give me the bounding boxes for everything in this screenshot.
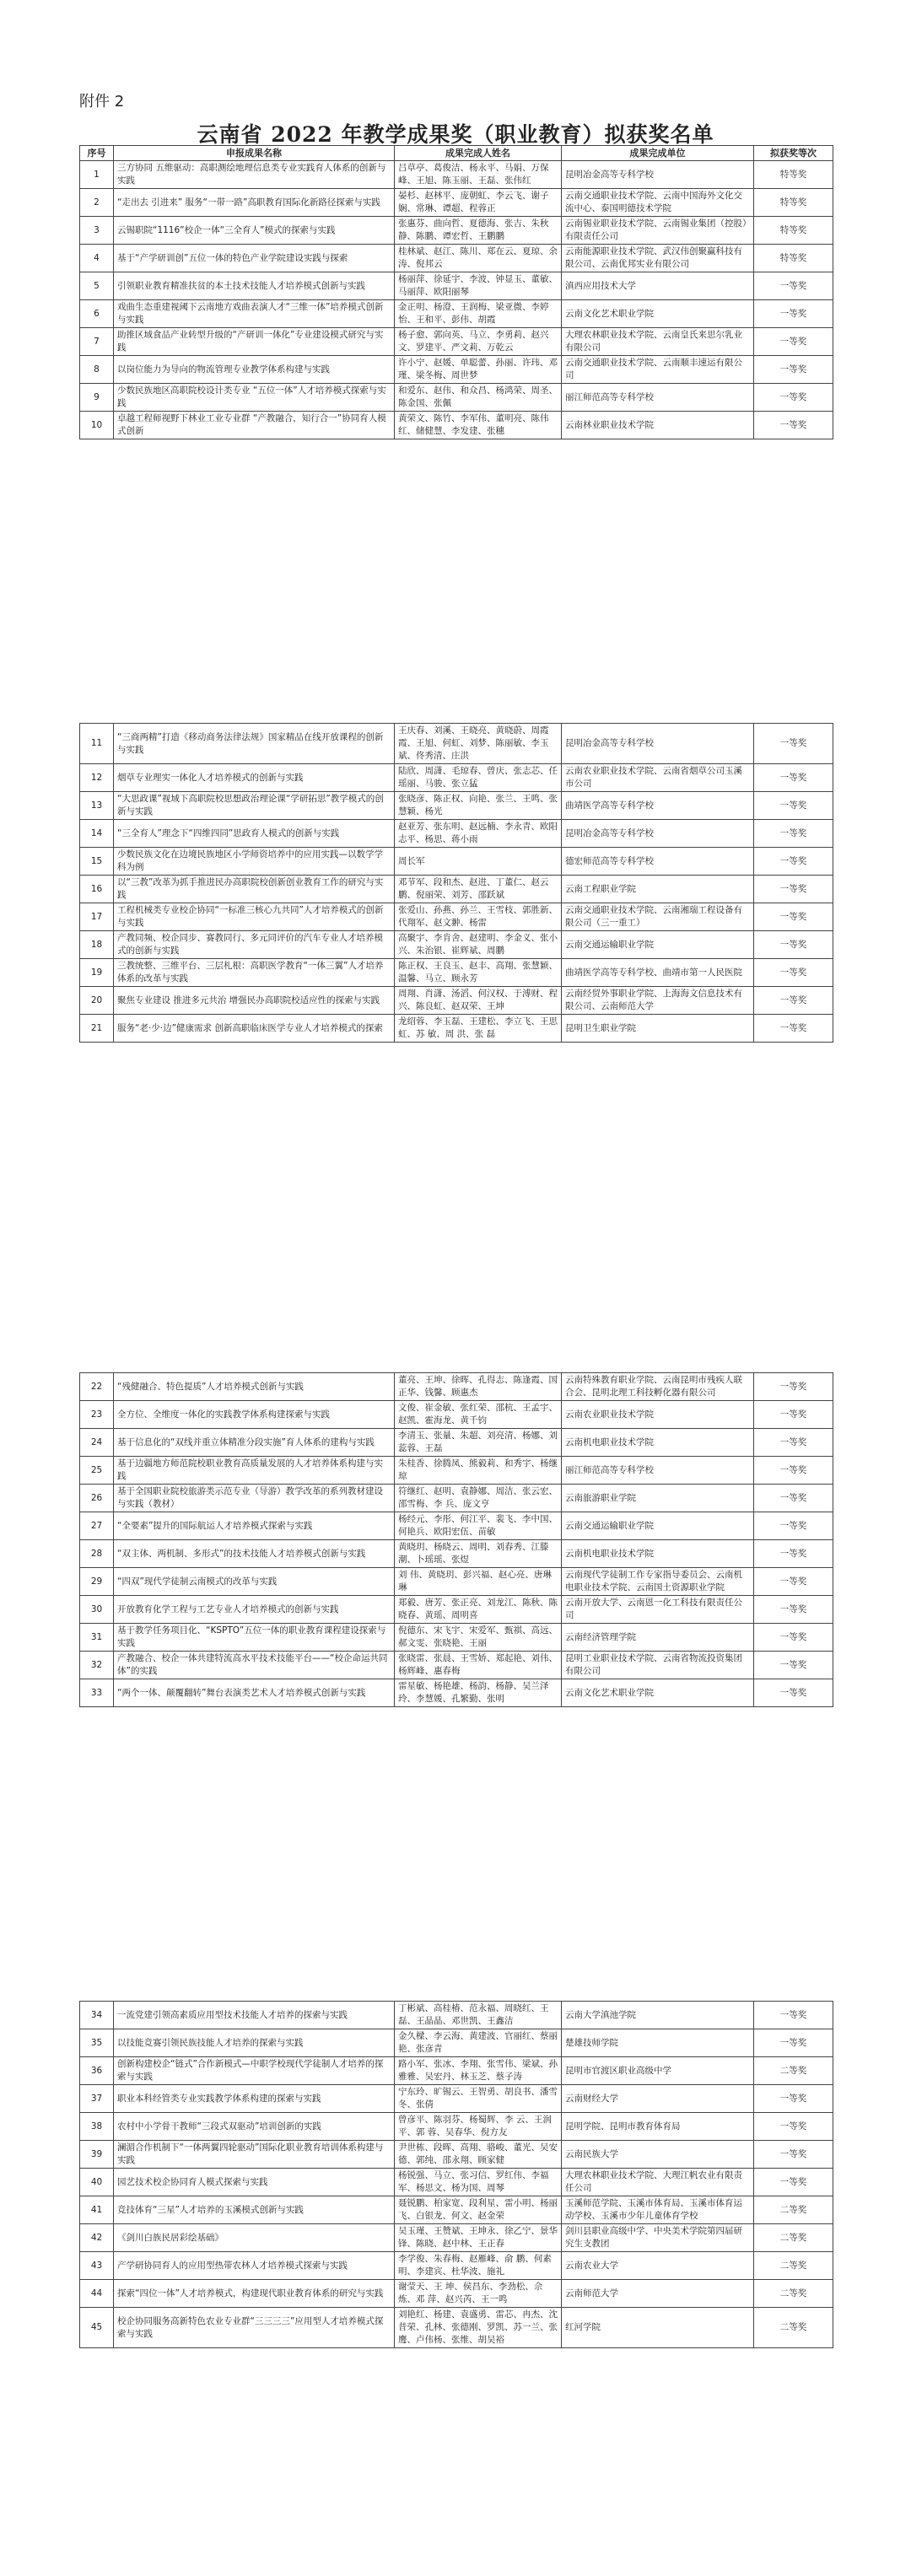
- table-row: [80, 1457, 833, 1485]
- achievement-name: 基于边疆地方师范院校职业教育高质量发展的人才培养体系构建与实践: [114, 1457, 395, 1485]
- row-number: 3: [80, 217, 114, 245]
- institution: 云南交通职业技术学院、云南中国海外文化交流中心、泰国明德技术学院: [562, 189, 754, 217]
- institution: 云南工程职业学院: [562, 876, 754, 903]
- table-row: [80, 272, 833, 300]
- contributors: 张晓雷、张晨、王雪娇、郑起艳、刘伟、杨辉峰、惠春梅: [395, 1652, 562, 1679]
- table-row: [80, 412, 833, 439]
- award-level: 一等奖: [754, 1679, 833, 1707]
- table-row: [80, 2224, 833, 2252]
- contributors: 张晓彦、陈正权、向艳、张兰、王鸣、张慧颖、杨光: [395, 792, 562, 820]
- achievement-name: 基于教学任务项目化、“KSPTO”五位一体的职业教育课程建设探索与实践: [114, 1624, 395, 1652]
- award-level: 一等奖: [754, 876, 833, 903]
- institution: 昆明冶金高等专科学校: [562, 161, 754, 189]
- table-row: [80, 1624, 833, 1652]
- achievement-name: 基于信息化的“双线并重立体精准分段实施”育人体系的建构与实践: [114, 1429, 395, 1457]
- table-row: [80, 189, 833, 217]
- table-row: [80, 161, 833, 189]
- award-level: 一等奖: [754, 412, 833, 439]
- award-level: 特等奖: [754, 189, 833, 217]
- award-level: 一等奖: [754, 2029, 833, 2057]
- achievement-name: 一流党建引领高素质应用型技术技能人才培养的探索与实践: [114, 2002, 395, 2029]
- table-row: [80, 724, 833, 764]
- award-level: 一等奖: [754, 848, 833, 876]
- table-row: [80, 1429, 833, 1457]
- row-number: 15: [80, 848, 114, 876]
- award-level: 一等奖: [754, 2002, 833, 2029]
- institution: 云南师范大学: [562, 2280, 754, 2308]
- contributors: 金久樑、李云海、黄建波、官丽红、蔡丽艳、张彦青: [395, 2029, 562, 2057]
- attachment-label: 附件 2: [79, 93, 125, 110]
- institution: 大理农林职业技术学院、云南皇氏来思尔乳业有限公司: [562, 328, 754, 356]
- awards-table-page-1: [79, 145, 833, 439]
- achievement-name: 产学研协同育人的应用型热带农林人才培养模式探索与实践: [114, 2252, 395, 2280]
- table-row: [80, 2141, 833, 2169]
- contributors: 杨子愈、郭向英、马立、李勇莉、赵兴文、罗建平、严文莉、万乾云: [395, 328, 562, 356]
- award-level: 一等奖: [754, 764, 833, 792]
- award-level: 二等奖: [754, 2252, 833, 2280]
- row-number: 39: [80, 2141, 114, 2169]
- table-row: [80, 2308, 833, 2348]
- table-row: [80, 820, 833, 848]
- award-level: 一等奖: [754, 300, 833, 328]
- institution: 昆明冶金高等专科学校: [562, 820, 754, 848]
- row-number: 8: [80, 356, 114, 384]
- achievement-name: 少数民族地区高职院校设计类专业 “五位一体”人才培养模式探索与实践: [114, 384, 395, 412]
- institution: 云南现代学徒制工作专家指导委员会、云南机电职业技术学院、云南国土资源职业学院: [562, 1568, 754, 1596]
- row-number: 9: [80, 384, 114, 412]
- institution: 云南文化艺术职业学院: [562, 300, 754, 328]
- contributors: 高聚宇、李肯舍、赵建明、李金义、张小兴、朱治银、崔辉斌、周鹏: [395, 931, 562, 959]
- contributors: 周长军: [395, 848, 562, 876]
- achievement-name: 《剑川白族民居彩绘基础》: [114, 2224, 395, 2252]
- award-level: 一等奖: [754, 272, 833, 300]
- row-number: 24: [80, 1429, 114, 1457]
- row-number: 32: [80, 1652, 114, 1679]
- table-row: [80, 245, 833, 272]
- table-row: [80, 2057, 833, 2085]
- award-level: 一等奖: [754, 724, 833, 764]
- award-level: 一等奖: [754, 931, 833, 959]
- institution: 云南财经大学: [562, 2085, 754, 2113]
- achievement-name: 聚焦专业建设 推进多元共治 增强民办高职院校适应性的探索与实践: [114, 987, 395, 1015]
- achievement-name: “大思政课”视域下高职院校思想政治理论课“学研拓思”教学模式的创新与实践: [114, 792, 395, 820]
- institution: 云南经贸外事职业学院、上海海文信息技术有限公司、云南师范大学: [562, 987, 754, 1015]
- achievement-name: 工程机械类专业校企协同“一标准三核心九共同”人才培养模式的创新与实践: [114, 903, 395, 931]
- institution: 昆明学院、昆明市教育体育局: [562, 2113, 754, 2141]
- awards-table-page-2: [79, 723, 833, 1043]
- contributors: 张惠芬、曲向哲、夏德海、张吉、朱秋静、陈鹏、谭宏哲、王鹏鹏: [395, 217, 562, 245]
- row-number: 26: [80, 1485, 114, 1512]
- contributors: 刘艳红、杨建、袁盛勇、雷芯、冉杰、沈昔荣、孔林、张德刚、罗凯、苏一兰、张鹰、卢伟杨、张维、胡吴裕: [395, 2308, 562, 2348]
- row-number: 28: [80, 1540, 114, 1568]
- contributors: 曾彦平、陈羽芬、杨蜀辉、李 云、王润平、郭 蓉、吴春华、倪方友: [395, 2113, 562, 2141]
- award-level: 一等奖: [754, 1373, 833, 1401]
- table-row: [80, 987, 833, 1015]
- contributors: 邓节军、段和杰、赵进、丁董仁、赵云鹏、倪丽荣、刘芳、邵跃斌: [395, 876, 562, 903]
- award-level: 一等奖: [754, 1652, 833, 1679]
- row-number: 17: [80, 903, 114, 931]
- achievement-name: “两个一体、颠覆翻转”舞台表演类艺术人才培养模式创新与实践: [114, 1679, 395, 1707]
- table-row: [80, 1485, 833, 1512]
- contributors: 谢莹天、王 坤、侯昌东、李劲松、佘炼、邓 萍、赵兴芮、王一鸣: [395, 2280, 562, 2308]
- institution: 云南大学滇池学院: [562, 2002, 754, 2029]
- institution: 大理农林职业技术学院、大理江帆农业有限责任公司: [562, 2169, 754, 2196]
- institution: 滇西应用技术大学: [562, 272, 754, 300]
- row-number: 25: [80, 1457, 114, 1485]
- award-level: 特等奖: [754, 161, 833, 189]
- award-level: 一等奖: [754, 1457, 833, 1485]
- contributors: 雷星敏、杨艳雄、杨韵、杨静、吴兰泽玲、李慧媛、孔繁勤、张明: [395, 1679, 562, 1707]
- award-level: 一等奖: [754, 792, 833, 820]
- award-level: 一等奖: [754, 1512, 833, 1540]
- award-level: 二等奖: [754, 2057, 833, 2085]
- table-row: [80, 2252, 833, 2280]
- contributors: 符继红、赵明、袁静娜、周洁、张云宏、邵雪梅、李 兵、庞文亨: [395, 1485, 562, 1512]
- contributors: 尹世栋、段晖、高翔、骆峻、董光、吴安德、郭纯、邵永翔、顾家健: [395, 2141, 562, 2169]
- contributors: 黄晓玥、杨晓云、周明、刘春秀、江滕潮、卜瑶瑶、张煜: [395, 1540, 562, 1568]
- contributors: 吕草亭、葛俊洁、杨永平、马娟、万保峰、王旭、陈玉丽、王磊、张伟红: [395, 161, 562, 189]
- achievement-name: 校企协同服务高新特色农业专业群“三三三三”应用型人才培养模式探索与实践: [114, 2308, 395, 2348]
- row-number: 42: [80, 2224, 114, 2252]
- contributors: 杨经元、李彤、何江平、裴飞、李中国、何艳兵、欧阳宏伍、苗敏: [395, 1512, 562, 1540]
- institution: 云南农业职业技术学院、云南省烟草公司玉溪市公司: [562, 764, 754, 792]
- row-number: 2: [80, 189, 114, 217]
- column-header: 成果完成单位: [562, 146, 754, 161]
- achievement-name: 云锡职院“1116”校企一体“三全育人”模式的探索与实践: [114, 217, 395, 245]
- institution: 云南机电职业技术学院: [562, 1540, 754, 1568]
- institution: 德宏师范高等专科学校: [562, 848, 754, 876]
- column-header: 申报成果名称: [114, 146, 395, 161]
- table-row: [80, 2113, 833, 2141]
- table-row: [80, 217, 833, 245]
- table-row: [80, 931, 833, 959]
- award-level: 一等奖: [754, 2085, 833, 2113]
- institution: 云南交通职业技术学院、云南顺丰速运有限公司: [562, 356, 754, 384]
- table-row: [80, 1373, 833, 1401]
- contributors: 王庆春、刘溪、王晓亮、黄晓蔚、周霞霞、王旭、何虹、刘梦、陈丽敏、李玉斌、佟秀清、庄洪: [395, 724, 562, 764]
- table-row: [80, 1568, 833, 1596]
- row-number: 14: [80, 820, 114, 848]
- contributors: 黄荣文、陈竹、李军伟、董明亮、陈伟红、储健慧、李发建、张穗: [395, 412, 562, 439]
- table-row: [80, 876, 833, 903]
- institution: 云南林业职业技术学院: [562, 412, 754, 439]
- contributors: 晏杉、赵林平、庞朝虹、李云飞、谢子娴、常琳、谭超、程蓉正: [395, 189, 562, 217]
- row-number: 44: [80, 2280, 114, 2308]
- institution: 云南开放大学、云南恩一化工科技有限责任公司: [562, 1596, 754, 1624]
- award-level: 一等奖: [754, 987, 833, 1015]
- award-level: 一等奖: [754, 1015, 833, 1043]
- row-number: 16: [80, 876, 114, 903]
- contributors: 李学俊、朱春梅、赵雁峰、俞 鹏、何素明、李建宾、杜华波、施礼: [395, 2252, 562, 2280]
- contributors: 丁彬斌、高桂椿、范永福、周晓红、王磊、王晶晶、邓世凯、王鑫洁: [395, 2002, 562, 2029]
- contributors: 和爱东、赵伟、和众昌、杨鸿荣、周圣、陈金国、张佩: [395, 384, 562, 412]
- achievement-name: 产教同频、校企同步、赛教同行、多元同评价的汽车专业人才培养模式的创新与实践: [114, 931, 395, 959]
- row-number: 31: [80, 1624, 114, 1652]
- achievement-name: 引领职业教育精准扶贫的本土技术技能人才培养模式创新与实践: [114, 272, 395, 300]
- contributors: 朱桂香、徐腾凤、熊毅莉、和秀宇、杨继琼: [395, 1457, 562, 1485]
- table-row: [80, 2002, 833, 2029]
- row-number: 13: [80, 792, 114, 820]
- award-level: 一等奖: [754, 1568, 833, 1596]
- row-number: 41: [80, 2196, 114, 2224]
- institution: 曲靖医学高等专科学校: [562, 792, 754, 820]
- table-row: [80, 1015, 833, 1043]
- award-level: 一等奖: [754, 1596, 833, 1624]
- row-number: 43: [80, 2252, 114, 2280]
- awards-table-page-4: [79, 2001, 833, 2348]
- row-number: 5: [80, 272, 114, 300]
- achievement-name: “三全育人”理念下“四维四同”思政育人模式的创新与实践: [114, 820, 395, 848]
- contributors: 李清玉、张量、朱超、刘亮清、杨娜、刘蕊蓉、王磊: [395, 1429, 562, 1457]
- table-row: [80, 959, 833, 987]
- award-level: 一等奖: [754, 384, 833, 412]
- row-number: 45: [80, 2308, 114, 2348]
- achievement-name: “残健融合、特色提质”人才培养模式创新与实践: [114, 1373, 395, 1401]
- table-row: [80, 1512, 833, 1540]
- institution: 丽江师范高等专科学校: [562, 384, 754, 412]
- achievement-name: 探索“四位一体”人才培养模式，构建现代职业教育体系的研究与实践: [114, 2280, 395, 2308]
- institution: 云南文化艺术职业学院: [562, 1679, 754, 1707]
- institution: 丽江师范高等专科学校: [562, 1457, 754, 1485]
- achievement-name: 竞技体育“三星”人才培养的玉溪模式创新与实践: [114, 2196, 395, 2224]
- institution: 云南机电职业技术学院: [562, 1429, 754, 1457]
- awards-table-page-3: [79, 1372, 833, 1707]
- award-level: 一等奖: [754, 903, 833, 931]
- achievement-name: 农村中小学骨干教师“三段式双驱动”培训创新的实践: [114, 2113, 395, 2141]
- contributors: 杨锐强、马立、张习信、罗红伟、李福军、杨思文、杨为国、周琴: [395, 2169, 562, 2196]
- table-row: [80, 328, 833, 356]
- institution: 云南民族大学: [562, 2141, 754, 2169]
- contributors: 陆欣、周潇、毛琼春、曾庆、张志芯、任瑶丽、马骏、张立猛: [395, 764, 562, 792]
- table-row: [80, 2196, 833, 2224]
- table-row: [80, 764, 833, 792]
- achievement-name: 助推区域食品产业转型升级的“产研训一体化”专业建设模式研究与实践: [114, 328, 395, 356]
- award-level: 特等奖: [754, 217, 833, 245]
- achievement-name: “双主体、两机制、多形式”的技术技能人才培养模式创新与实践: [114, 1540, 395, 1568]
- table-row: [80, 2280, 833, 2308]
- institution: 昆明工业职业技术学院、云南省物流投资集团有限公司: [562, 1652, 754, 1679]
- achievement-name: 少数民族文化在边境民族地区小学师资培养中的应用实践—以数学学科为例: [114, 848, 395, 876]
- row-number: 12: [80, 764, 114, 792]
- row-number: 19: [80, 959, 114, 987]
- row-number: 6: [80, 300, 114, 328]
- award-level: 一等奖: [754, 2169, 833, 2196]
- row-number: 1: [80, 161, 114, 189]
- institution: 曲靖医学高等专科学校、曲靖市第一人民医院: [562, 959, 754, 987]
- institution: 云南特殊教育职业学院、云南昆明市残疾人联合会、昆明北理工科技孵化器有限公司: [562, 1373, 754, 1401]
- award-level: 一等奖: [754, 2141, 833, 2169]
- row-number: 34: [80, 2002, 114, 2029]
- achievement-name: 澜湄合作机制下“一体两翼四轮驱动”国际化职业教育培训体系构建与实践: [114, 2141, 395, 2169]
- achievement-name: 基于“产学研训创”五位一体的特色产业学院建设实践与探索: [114, 245, 395, 272]
- table-row: [80, 1540, 833, 1568]
- contributors: 聂锐鹏、柏家宽、段利星、雷小明、杨丽飞、白银龙、何文、赵金荣: [395, 2196, 562, 2224]
- achievement-name: “全要素”提升的国际航运人才培养模式探索与实践: [114, 1512, 395, 1540]
- contributors: 桂林斌、赵江、陈川、郑在云、夏琼、余涛、倪邦云: [395, 245, 562, 272]
- achievement-name: 烟草专业理实一体化人才培养模式的创新与实践: [114, 764, 395, 792]
- institution: 云南旅游职业学院: [562, 1485, 754, 1512]
- award-level: 一等奖: [754, 356, 833, 384]
- achievement-name: 三教统整、三维平台、三层札根：高职医学教育“一体三翼”人才培养体系的改革与实践: [114, 959, 395, 987]
- institution: 云南交通运输职业学院: [562, 931, 754, 959]
- contributors: 宁东玲、旷锡云、王智勇、胡良书、潘雪冬、张倩: [395, 2085, 562, 2113]
- row-number: 21: [80, 1015, 114, 1043]
- achievement-name: 创新构建校企“链式”合作新模式—中职学校现代学徒制人才培养的探索与实践: [114, 2057, 395, 2085]
- institution: 昆明市官渡区职业高级中学: [562, 2057, 754, 2085]
- row-number: 11: [80, 724, 114, 764]
- award-level: 特等奖: [754, 245, 833, 272]
- contributors: 郑毅、唐芳、张正亮、刘龙江、陈秋、陈晓春、黄瑶、周明喜: [395, 1596, 562, 1624]
- award-level: 一等奖: [754, 820, 833, 848]
- row-number: 22: [80, 1373, 114, 1401]
- row-number: 23: [80, 1401, 114, 1429]
- achievement-name: 以“三教”改革为抓手推进民办高职院校创新创业教育工作的研究与实践: [114, 876, 395, 903]
- contributors: 刘 伟、黄晓玥、彭兴福、赵心亮、唐琳琳: [395, 1568, 562, 1596]
- contributors: 文俊、崔金敏、张红荣、邵杭、王孟宇、赵凯、霍海龙、黄千钧: [395, 1401, 562, 1429]
- achievement-name: 卓越工程师视野下林业工业专业群 “产教融合，知行合一”协同育人模式创新: [114, 412, 395, 439]
- contributors: 杨丽萍、徐延宇、李波、钟显玉、董敏、马丽萍、欧阳丽琴: [395, 272, 562, 300]
- institution: 云南锡业职业技术学院、云南锡业集团（控股）有限责任公司: [562, 217, 754, 245]
- table-row: [80, 1401, 833, 1429]
- institution: 云南交通运输职业学院: [562, 1512, 754, 1540]
- institution: 红河学院: [562, 2308, 754, 2348]
- achievement-name: 全方位、全维度一体化的实践教学体系构建探索与实践: [114, 1401, 395, 1429]
- table-row: [80, 1652, 833, 1679]
- row-number: 38: [80, 2113, 114, 2141]
- award-level: 二等奖: [754, 2196, 833, 2224]
- institution: 云南交通职业技术学院、云南湘瑞工程设备有限公司（三一重工）: [562, 903, 754, 931]
- row-number: 20: [80, 987, 114, 1015]
- table-row: [80, 384, 833, 412]
- page-title: 云南省 2022 年教学成果奖（职业教育）拟获奖名单: [197, 122, 714, 147]
- achievement-name: 产教融合、校企一体共建特流高水平技术技能平台——“校企命运共同体”的实践: [114, 1652, 395, 1679]
- contributors: 吴玉瑾、王赞斌、王坤永、徐乙宁、景华锋、陈晓、赵中林、王正春: [395, 2224, 562, 2252]
- award-level: 一等奖: [754, 1540, 833, 1568]
- institution: 昆明冶金高等专科学校: [562, 724, 754, 764]
- table-row: [80, 2169, 833, 2196]
- contributors: 周翔、肖潇、汤滔、何汉权、于溥财、程兴、陈良虹、赵双荣、王坤: [395, 987, 562, 1015]
- institution: 云南农业职业技术学院: [562, 1401, 754, 1429]
- achievement-name: 戏曲生态重建视阈下云南地方戏曲表演人才“三维一体”培养模式创新与实践: [114, 300, 395, 328]
- row-number: 18: [80, 931, 114, 959]
- institution: 云南经济管理学院: [562, 1624, 754, 1652]
- award-level: 一等奖: [754, 328, 833, 356]
- table-row: [80, 356, 833, 384]
- row-number: 37: [80, 2085, 114, 2113]
- contributors: 路小军、张冰、李翔、张雪伟、梁斌、孙雅雅、吴宏丹、林玉芝、蔡子涛: [395, 2057, 562, 2085]
- achievement-name: 职业本科经管类专业实践教学体系构建的探索与实践: [114, 2085, 395, 2113]
- row-number: 33: [80, 1679, 114, 1707]
- contributors: 龙绍蓉、李玉磊、王建松、李立飞、王思虹、苏 敏、周 洪、张 磊: [395, 1015, 562, 1043]
- row-number: 29: [80, 1568, 114, 1596]
- table-row: [80, 2029, 833, 2057]
- achievement-name: 园艺技术校企协同育人模式探索与实践: [114, 2169, 395, 2196]
- achievement-name: “三商两精”打造《移动商务法律法规》国家精品在线开放课程的创新与实践: [114, 724, 395, 764]
- row-number: 4: [80, 245, 114, 272]
- contributors: 陈正权、王良玉、赵丰、高翔、张慧颖、温馨、马立、顾永芳: [395, 959, 562, 987]
- award-level: 一等奖: [754, 1429, 833, 1457]
- award-level: 一等奖: [754, 1624, 833, 1652]
- award-level: 二等奖: [754, 2308, 833, 2348]
- contributors: 张爱山、孙燕、孙兰、王雪枝、郭胜新、代翔军、赵文翀、杨雷: [395, 903, 562, 931]
- award-level: 一等奖: [754, 1401, 833, 1429]
- row-number: 35: [80, 2029, 114, 2057]
- table-header-row: [80, 146, 833, 161]
- table-row: [80, 848, 833, 876]
- award-level: 二等奖: [754, 2224, 833, 2252]
- contributors: 董亮、王坤、徐晖、孔得志、陈逢霞、国正华、钱馨、顾惠杰: [395, 1373, 562, 1401]
- achievement-name: 以岗位能力为导向的物流管理专业教学体系构建与实践: [114, 356, 395, 384]
- table-row: [80, 903, 833, 931]
- award-level: 一等奖: [754, 959, 833, 987]
- achievement-name: 开放教育化学工程与工艺专业人才培养模式的创新与实践: [114, 1596, 395, 1624]
- row-number: 36: [80, 2057, 114, 2085]
- column-header: 成果完成人姓名: [395, 146, 562, 161]
- row-number: 30: [80, 1596, 114, 1624]
- achievement-name: 服务“老·少·边”健康需求 创新高职临床医学专业人才培养模式的探索: [114, 1015, 395, 1043]
- row-number: 40: [80, 2169, 114, 2196]
- table-row: [80, 2085, 833, 2113]
- institution: 昆明卫生职业学院: [562, 1015, 754, 1043]
- row-number: 10: [80, 412, 114, 439]
- achievement-name: “走出去 引进来” 服务“一带一路”高职教育国际化新路径探索与实践: [114, 189, 395, 217]
- achievement-name: 以技能竞赛引领民族技能人才培养的探索与实践: [114, 2029, 395, 2057]
- column-header: 序号: [80, 146, 114, 161]
- award-level: 一等奖: [754, 1485, 833, 1512]
- award-level: 二等奖: [754, 2280, 833, 2308]
- contributors: 倪德东、宋飞宇、宋爱军、甄祺、高远、郝文雯、张晓艳、王丽: [395, 1624, 562, 1652]
- contributors: 许小宁、赵媛、单聪蕾、孙丽、许玮、邓瑾、梁冬梅、周世梦: [395, 356, 562, 384]
- row-number: 27: [80, 1512, 114, 1540]
- table-row: [80, 300, 833, 328]
- table-row: [80, 792, 833, 820]
- row-number: 7: [80, 328, 114, 356]
- institution: 云南能源职业技术学院、武汉伟创聚赢科技有限公司、云南优邦实业有限公司: [562, 245, 754, 272]
- institution: 剑川县职业高级中学、中央美术学院第四届研究生支教团: [562, 2224, 754, 2252]
- contributors: 金正明、杨澄、王润梅、梁亚微、李婷怡、王和平、彭伟、胡霞: [395, 300, 562, 328]
- table-row: [80, 1596, 833, 1624]
- achievement-name: 三方协同 五维驱动：高职测绘地理信息类专业实践育人体系的创新与实践: [114, 161, 395, 189]
- award-level: 一等奖: [754, 2113, 833, 2141]
- achievement-name: “四双”现代学徒制云南模式的改革与实践: [114, 1568, 395, 1596]
- achievement-name: 基于全国职业院校旅游类示范专业（导游）教学改革的系列教材建设与实践（教材）: [114, 1485, 395, 1512]
- contributors: 赵亚芳、张东明、赵远楠、李永青、欧阳志平、杨思、蒋小雨: [395, 820, 562, 848]
- institution: 玉溪师范学院、玉溪市体育局、玉溪市体育运动学校、玉溪市少年儿童体育学校: [562, 2196, 754, 2224]
- table-row: [80, 1679, 833, 1707]
- institution: 云南农业大学: [562, 2252, 754, 2280]
- institution: 楚雄技师学院: [562, 2029, 754, 2057]
- column-header: 拟获奖等次: [754, 146, 833, 161]
